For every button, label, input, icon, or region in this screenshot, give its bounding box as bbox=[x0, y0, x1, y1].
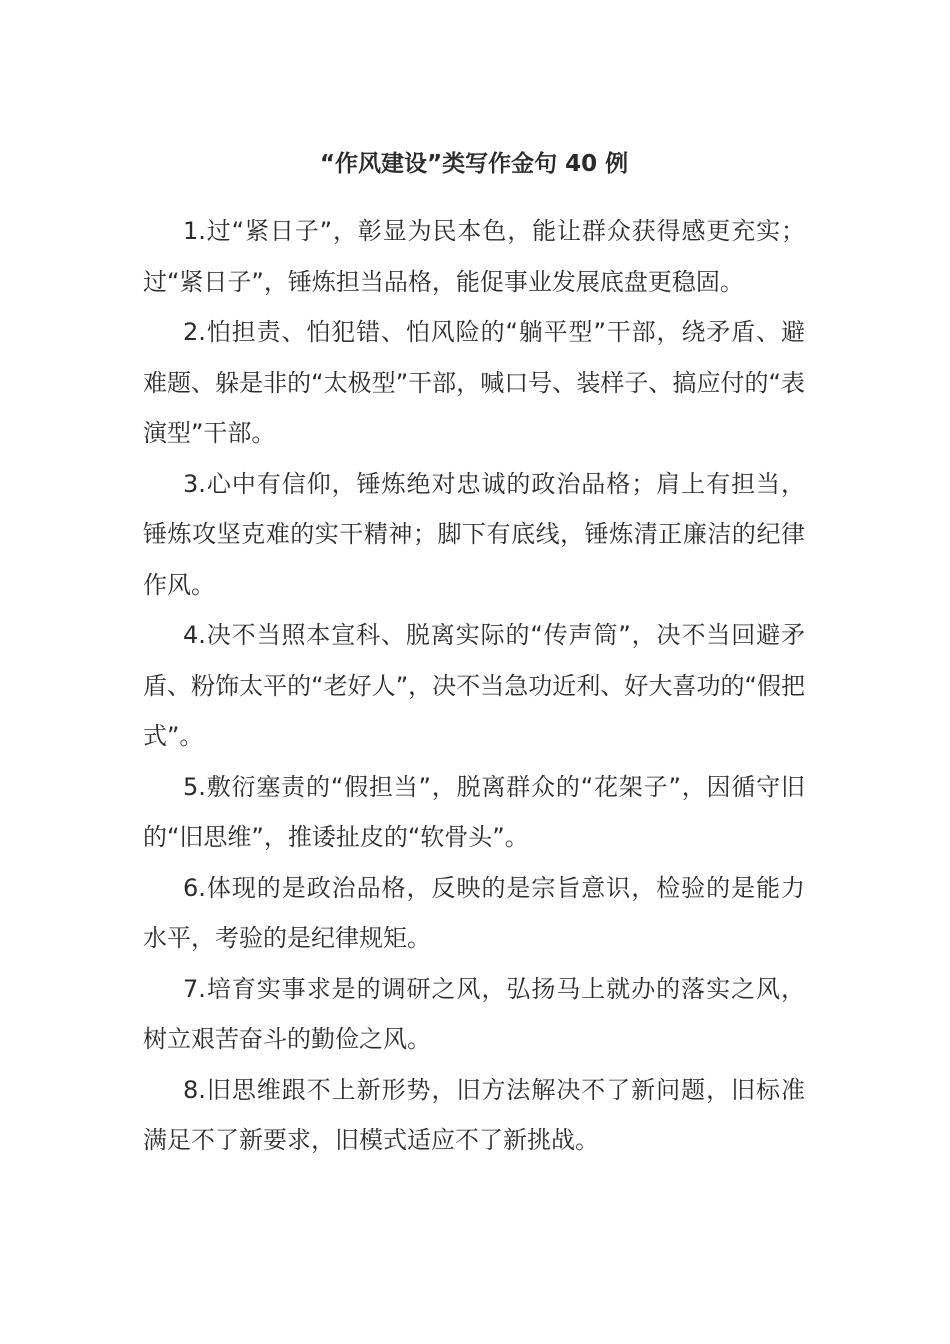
paragraph-8: 8.旧思维跟不上新形势，旧方法解决不了新问题，旧标准满足不了新要求，旧模式适应不了新挑战。 bbox=[143, 1075, 805, 1154]
document-body bbox=[143, 206, 805, 1166]
paragraph-6: 6.体现的是政治品格，反映的是宗旨意识，检验的是能力水平，考验的是纪律规矩。 bbox=[143, 873, 805, 952]
paragraph-1: 1.过“紧日子”，彰显为民本色，能让群众获得感更充实；过“紧日子”，锤炼担当品格，能促事业发展底盘更稳固。 bbox=[143, 217, 805, 296]
document-title: “作风建设”类写作金句 40 例 bbox=[319, 151, 629, 177]
paragraph-3: 3.心中有信仰，锤炼绝对忠诚的政治品格；肩上有担当，锤炼攻坚克难的实干精神；脚下有底线，锤炼清正廉洁的纪律作风。 bbox=[143, 469, 805, 599]
paragraph-7: 7.培育实事求是的调研之风，弘扬马上就办的落实之风，树立艰苦奋斗的勤俭之风。 bbox=[143, 974, 805, 1053]
paragraph-4: 4.决不当照本宣科、脱离实际的“传声筒”，决不当回避矛盾、粉饰太平的“老好人”，决不当急功近利、好大喜功的“假把式”。 bbox=[143, 621, 805, 750]
paragraph-2: 2.怕担责、怕犯错、怕风险的“躺平型”干部，绕矛盾、避难题、躲是非的“太极型”干部，喊口号、装样子、搞应付的“表演型”干部。 bbox=[143, 318, 805, 447]
paragraph-5: 5.敷衍塞责的“假担当”，脱离群众的“花架子”，因循守旧的“旧思维”，推诿扯皮的“软骨头”。 bbox=[143, 772, 805, 851]
